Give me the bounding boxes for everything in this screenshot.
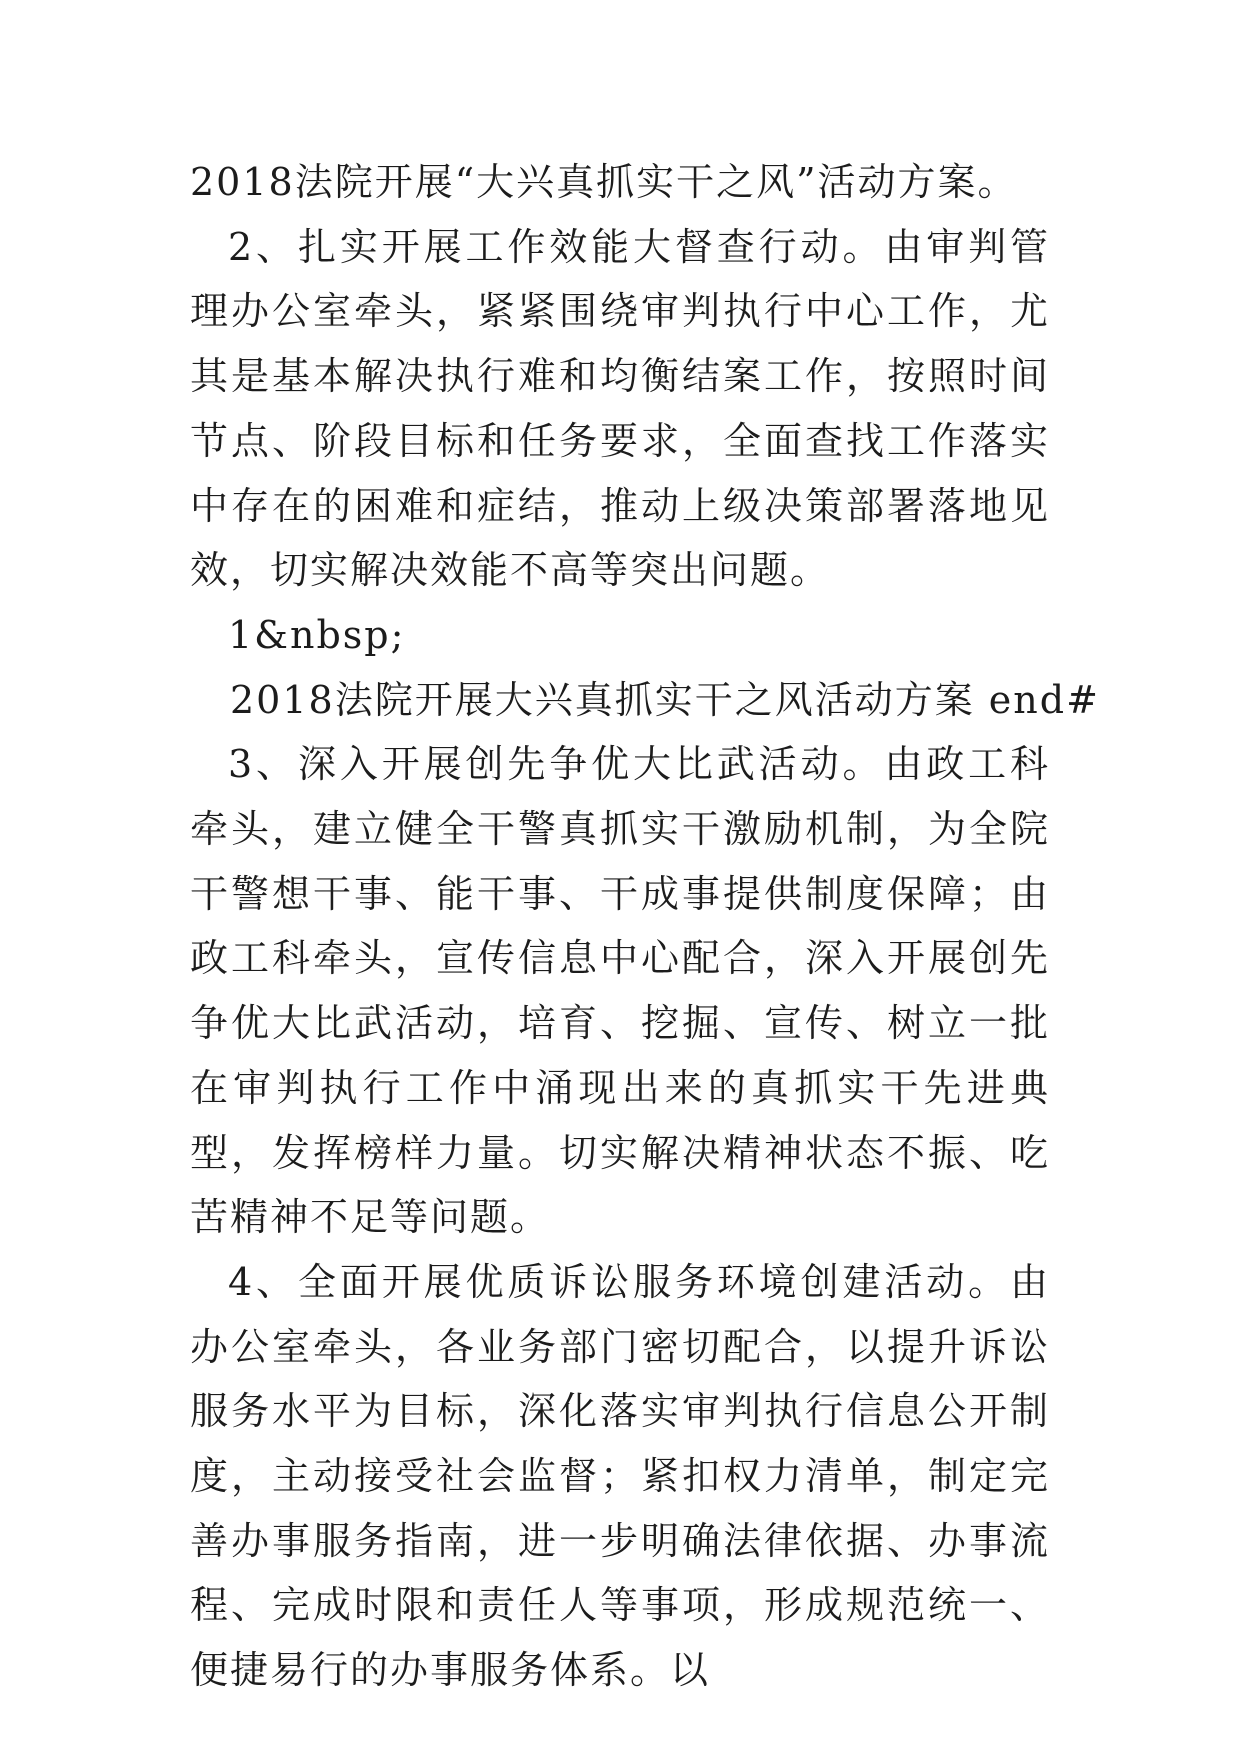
document-body — [190, 150, 1100, 1703]
page-number: 1&nbsp; — [228, 612, 406, 657]
running-header: 2018法院开展大兴真抓实干之风活动方案 end# — [230, 677, 1100, 722]
paragraph-item-2: 2、扎实开展工作效能大督查行动。由审判管理办公室牵头，紧紧围绕审判执行中心工作，尤其是基本解决执行难和均衡结案工作，按照时间节点、阶段目标和任务要求，全面查找工作落实中存在的困难和症结，推动上级决策部署落地见效，切实解决效能不高等突出问题。 — [190, 224, 1050, 593]
paragraph-item-3: 3、深入开展创先争优大比武活动。由政工科牵头，建立健全干警真抓实干激励机制，为全院干警想干事、能干事、干成事提供制度保障；由政工科牵头，宣传信息中心配合，深入开展创先争优大比武活动，培育、挖掘、宣传、树立一批在审判执行工作中涌现出来的真抓实干先进典型，发挥榜样力量。切实解决精神状态不振、吃苦精神不足等问题。 — [190, 742, 1050, 1240]
paragraph-item-4: 4、全面开展优质诉讼服务环境创建活动。由办公室牵头，各业务部门密切配合，以提升诉讼服务水平为目标，深化落实审判执行信息公开制度，主动接受社会监督；紧扣权力清单，制定完善办事服务指南，进一步明确法律依据、办事流程、完成时限和责任人等事项，形成规范统一、便捷易行的办事服务体系。以 — [190, 1259, 1050, 1693]
paragraph-continuation: 2018法院开展“大兴真抓实干之风”活动方案。 — [190, 160, 1018, 204]
